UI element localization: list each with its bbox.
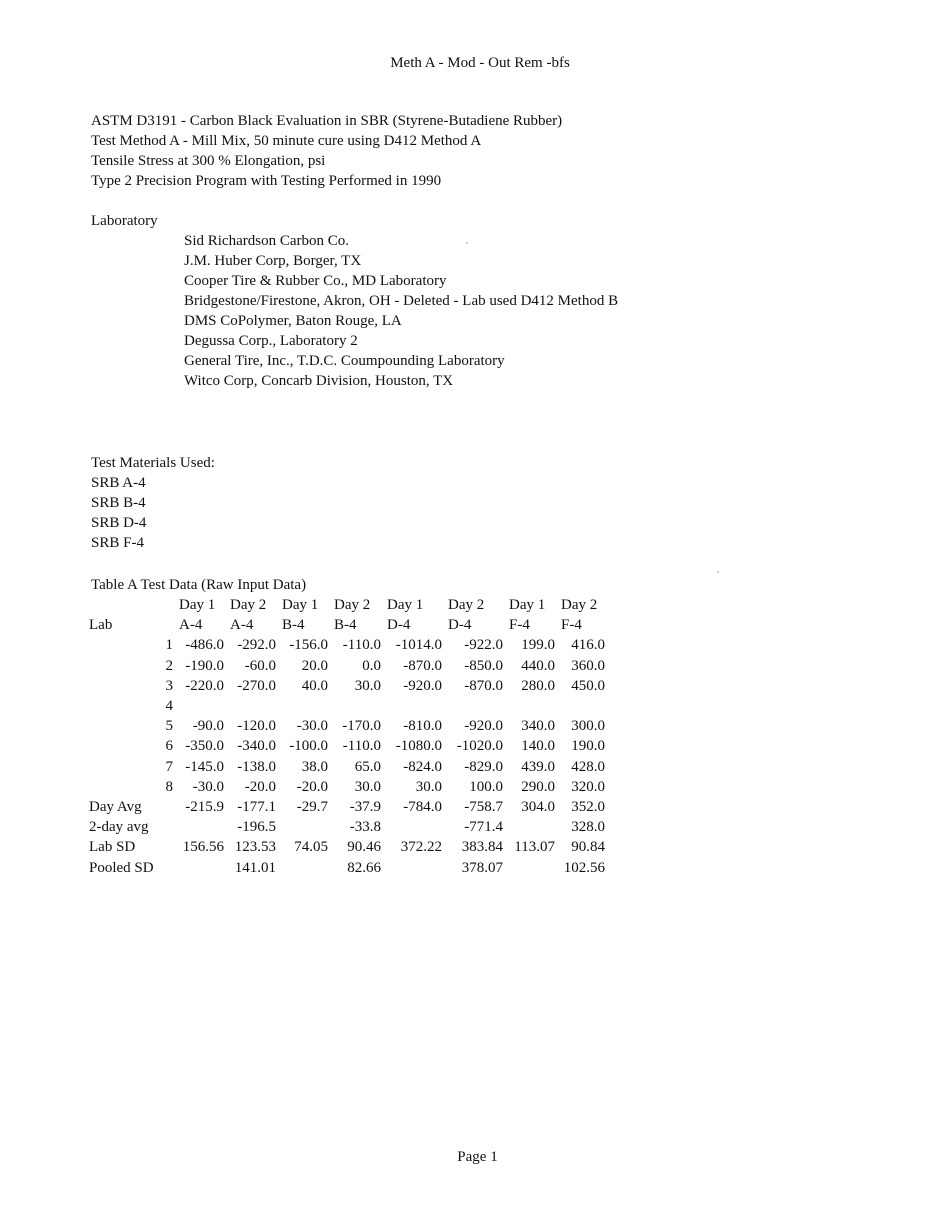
- data-cell: 38.0: [301, 758, 328, 775]
- data-cell: -1014.0: [395, 637, 442, 654]
- data-cell: 428.0: [571, 758, 605, 775]
- table-row: [86, 837, 608, 857]
- table-header-row: [86, 595, 608, 615]
- data-cell: 199.0: [521, 637, 555, 654]
- data-cell: -824.0: [403, 758, 442, 775]
- data-cell: -177.1: [237, 798, 276, 815]
- data-cell: Day 2: [448, 597, 485, 614]
- data-cell: 304.0: [521, 798, 555, 815]
- data-cell: 65.0: [354, 758, 381, 775]
- data-cell: [558, 696, 608, 716]
- data-cell: 90.84: [571, 839, 605, 856]
- data-cell: 190.0: [571, 738, 605, 755]
- row-label-cell: 2-day avg: [89, 819, 149, 836]
- data-cell: [384, 857, 445, 877]
- data-cell: 300.0: [571, 718, 605, 735]
- row-label-cell: [86, 656, 158, 676]
- data-cell: 0.0: [362, 657, 381, 674]
- row-label-cell: [86, 736, 158, 756]
- page-number: Page 1: [457, 1149, 498, 1165]
- data-cell: 360.0: [571, 657, 605, 674]
- material-item: SRB F-4: [91, 535, 144, 551]
- lab-number-cell: [158, 797, 176, 817]
- intro-line-property: Tensile Stress at 300 % Elongation, psi: [91, 153, 326, 169]
- table-row: [86, 635, 608, 655]
- laboratory-item: Witco Corp, Concarb Division, Houston, TX: [184, 373, 454, 389]
- scan-speck: [466, 242, 468, 244]
- data-cell: 113.07: [514, 839, 555, 856]
- data-cell: [384, 696, 445, 716]
- lab-number-cell: [158, 817, 176, 837]
- data-cell: A-4: [230, 617, 254, 634]
- data-cell: B-4: [282, 617, 305, 634]
- data-cell: A-4: [179, 617, 203, 634]
- laboratory-item: Sid Richardson Carbon Co.: [184, 233, 349, 249]
- table-row: [86, 777, 608, 797]
- data-cell: -486.0: [185, 637, 224, 654]
- data-cell: -33.8: [349, 819, 381, 836]
- data-cell: 100.0: [469, 778, 503, 795]
- test-data-table-body: [86, 595, 608, 878]
- lab-number-cell: [158, 857, 176, 877]
- data-cell: 352.0: [571, 798, 605, 815]
- data-cell: [384, 817, 445, 837]
- laboratory-heading: Laboratory: [91, 213, 158, 229]
- data-cell: [506, 696, 558, 716]
- test-data-table: [86, 595, 608, 878]
- data-cell: -60.0: [244, 657, 276, 674]
- intro-line-standard: ASTM D3191 - Carbon Black Evaluation in SBR (Styrene-Butadiene Rubber): [91, 113, 563, 129]
- data-cell: -870.0: [464, 677, 503, 694]
- lab-number-cell: [158, 615, 176, 635]
- laboratory-item: Cooper Tire & Rubber Co., MD Laboratory: [184, 273, 447, 289]
- data-cell: -810.0: [403, 718, 442, 735]
- data-cell: 290.0: [521, 778, 555, 795]
- data-cell: -1080.0: [395, 738, 442, 755]
- data-cell: -350.0: [185, 738, 224, 755]
- data-cell: 20.0: [301, 657, 328, 674]
- laboratory-list: [184, 231, 618, 391]
- data-cell: 440.0: [521, 657, 555, 674]
- data-cell: 156.56: [182, 839, 224, 856]
- laboratory-item: Degussa Corp., Laboratory 2: [184, 333, 358, 349]
- lab-number-cell: [158, 595, 176, 615]
- data-cell: [176, 817, 227, 837]
- laboratory-item: J.M. Huber Corp, Borger, TX: [184, 253, 362, 269]
- data-cell: 320.0: [571, 778, 605, 795]
- data-cell: -215.9: [185, 798, 224, 815]
- data-cell: B-4: [334, 617, 357, 634]
- data-cell: [445, 696, 506, 716]
- data-cell: Day 2: [561, 597, 598, 614]
- data-cell: Day 1: [509, 597, 546, 614]
- data-cell: -37.9: [349, 798, 381, 815]
- table-title: Table A Test Data (Raw Input Data): [91, 577, 307, 593]
- data-cell: [331, 696, 384, 716]
- data-cell: 30.0: [354, 778, 381, 795]
- table-row: [86, 757, 608, 777]
- data-cell: -920.0: [464, 718, 503, 735]
- data-cell: 378.07: [461, 859, 503, 876]
- data-cell: 328.0: [571, 819, 605, 836]
- table-row: [86, 797, 608, 817]
- data-cell: [506, 857, 558, 877]
- row-label-cell: [86, 696, 158, 716]
- test-materials-heading: Test Materials Used:: [91, 455, 215, 471]
- intro-line-program: Type 2 Precision Program with Testing Performed in 1990: [91, 173, 442, 189]
- data-cell: [279, 817, 331, 837]
- test-materials-block: [91, 453, 215, 553]
- intro-line-method: Test Method A - Mill Mix, 50 minute cure using D412 Method A: [91, 133, 482, 149]
- data-cell: -870.0: [403, 657, 442, 674]
- data-cell: 280.0: [521, 677, 555, 694]
- lab-number-cell: 5: [165, 718, 173, 735]
- data-cell: -829.0: [464, 758, 503, 775]
- data-cell: 372.22: [400, 839, 442, 856]
- data-cell: -138.0: [237, 758, 276, 775]
- lab-number-cell: 2: [165, 657, 173, 674]
- data-cell: 90.46: [347, 839, 381, 856]
- data-cell: -30.0: [192, 778, 224, 795]
- data-cell: -292.0: [237, 637, 276, 654]
- laboratory-item: DMS CoPolymer, Baton Rouge, LA: [184, 313, 402, 329]
- data-cell: [279, 857, 331, 877]
- row-label-cell: [86, 676, 158, 696]
- data-cell: D-4: [387, 617, 411, 634]
- lab-number-cell: 6: [165, 738, 173, 755]
- data-cell: -100.0: [289, 738, 328, 755]
- table-row: [86, 656, 608, 676]
- table-row: [86, 676, 608, 696]
- data-cell: -30.0: [296, 718, 328, 735]
- data-cell: -784.0: [403, 798, 442, 815]
- data-cell: -110.0: [342, 738, 381, 755]
- data-cell: -220.0: [185, 677, 224, 694]
- data-cell: -920.0: [403, 677, 442, 694]
- lab-number-cell: 7: [165, 758, 173, 775]
- row-label-cell: Lab: [89, 617, 113, 634]
- data-cell: 74.05: [294, 839, 328, 856]
- page-header-title: Meth A - Mod - Out Rem -bfs: [390, 55, 570, 71]
- data-cell: 340.0: [521, 718, 555, 735]
- row-label-cell: [86, 635, 158, 655]
- data-cell: Day 2: [334, 597, 371, 614]
- data-cell: D-4: [448, 617, 472, 634]
- lab-number-cell: 4: [165, 698, 173, 715]
- data-cell: [176, 696, 227, 716]
- data-cell: -340.0: [237, 738, 276, 755]
- data-cell: 123.53: [234, 839, 276, 856]
- lab-number-cell: 3: [165, 677, 173, 694]
- data-cell: -20.0: [244, 778, 276, 795]
- row-label-cell: [86, 777, 158, 797]
- row-label-cell: Day Avg: [89, 798, 142, 815]
- data-cell: Day 1: [282, 597, 319, 614]
- data-cell: Day 2: [230, 597, 267, 614]
- table-row: [86, 696, 608, 716]
- laboratory-item: Bridgestone/Firestone, Akron, OH - Deleted - Lab used D412 Method B: [184, 293, 619, 309]
- data-cell: -120.0: [237, 718, 276, 735]
- data-cell: Day 1: [179, 597, 216, 614]
- material-item: SRB A-4: [91, 475, 146, 491]
- data-cell: -156.0: [289, 637, 328, 654]
- row-label-cell: [86, 716, 158, 736]
- data-cell: 30.0: [415, 778, 442, 795]
- data-cell: -145.0: [185, 758, 224, 775]
- data-cell: 82.66: [347, 859, 381, 876]
- table-row: [86, 817, 608, 837]
- lab-number-cell: 8: [165, 778, 173, 795]
- laboratory-item: General Tire, Inc., T.D.C. Coumpounding Laboratory: [184, 353, 505, 369]
- row-label-cell: Pooled SD: [89, 859, 154, 876]
- table-header-row: [86, 615, 608, 635]
- data-cell: 439.0: [521, 758, 555, 775]
- material-item: SRB D-4: [91, 515, 147, 531]
- data-cell: -850.0: [464, 657, 503, 674]
- row-label-cell: Lab SD: [89, 839, 136, 856]
- data-cell: F-4: [509, 617, 530, 634]
- data-cell: -90.0: [192, 718, 224, 735]
- lab-number-cell: 1: [165, 637, 173, 654]
- data-cell: [227, 696, 279, 716]
- data-cell: -1020.0: [456, 738, 503, 755]
- data-cell: F-4: [561, 617, 582, 634]
- table-row: [86, 716, 608, 736]
- data-cell: -20.0: [296, 778, 328, 795]
- data-cell: -270.0: [237, 677, 276, 694]
- data-cell: 141.01: [234, 859, 276, 876]
- row-label-cell: [86, 757, 158, 777]
- data-cell: 383.84: [461, 839, 503, 856]
- data-cell: -170.0: [342, 718, 381, 735]
- data-cell: -771.4: [464, 819, 503, 836]
- scan-speck: [717, 571, 719, 573]
- data-cell: 450.0: [571, 677, 605, 694]
- data-cell: 30.0: [354, 677, 381, 694]
- material-item: SRB B-4: [91, 495, 146, 511]
- data-cell: -196.5: [237, 819, 276, 836]
- data-cell: 102.56: [563, 859, 605, 876]
- data-cell: 416.0: [571, 637, 605, 654]
- data-cell: 40.0: [301, 677, 328, 694]
- intro-block: [91, 111, 562, 191]
- data-cell: -110.0: [342, 637, 381, 654]
- data-cell: Day 1: [387, 597, 424, 614]
- data-cell: -190.0: [185, 657, 224, 674]
- data-cell: [279, 696, 331, 716]
- data-cell: [176, 857, 227, 877]
- row-label-cell: [86, 595, 158, 615]
- table-row: [86, 736, 608, 756]
- data-cell: [506, 817, 558, 837]
- data-cell: -922.0: [464, 637, 503, 654]
- data-cell: -758.7: [464, 798, 503, 815]
- table-row: [86, 857, 608, 877]
- data-cell: -29.7: [296, 798, 328, 815]
- data-cell: 140.0: [521, 738, 555, 755]
- lab-number-cell: [158, 837, 176, 857]
